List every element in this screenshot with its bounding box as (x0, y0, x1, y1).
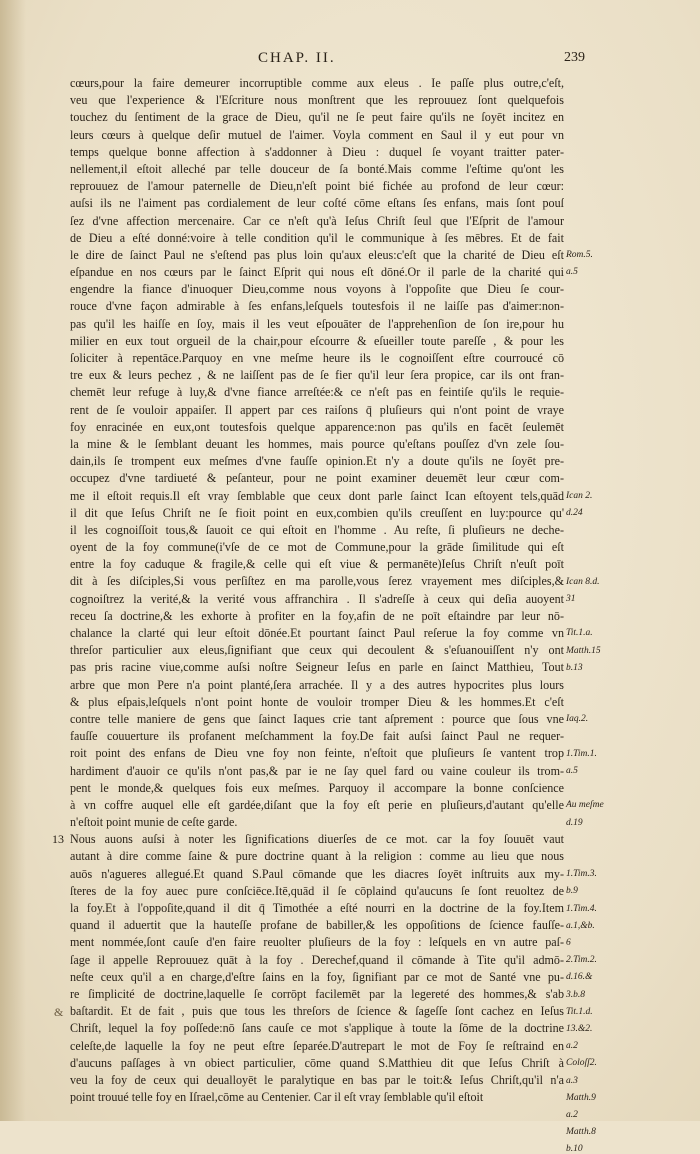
text-line: dain,ils ſe trompent eux meſmes d'vne fauſſe opinion.Et n'y a doute qu'ils ne ſoyēt pre- (70, 454, 564, 469)
text-line: Chriſt, lequel la foy poſſede:nō ſans cauſe ce mot s'applique à toute la ſōme de la doctrine (70, 1021, 564, 1036)
margin-note: 1.Tim.1. (566, 748, 597, 759)
text-line: cœurs,pour la faire demeurer incorruptible comme aux eleus . Ie paſſe plus outre,c'eſt, (70, 76, 564, 90)
margin-note: 2.Tim.2. (566, 955, 597, 966)
text-line: il les cognoiſſoit tous,& ſauoit ce qui eſtoit en l'homme . Au reſte, ſi pluſieurs ne deche- (70, 522, 564, 537)
text-line: le dire de ſainct Paul ne s'eſtend pas plus loin qu'aux eleus:c'eſt que la charité de Dieu eſt (70, 247, 564, 262)
text-line: Nous auons auſsi à noter les ſignifications diuerſes de ce mot. car la foy ſouuēt vaut (70, 832, 564, 847)
text-line: & plus eſpais,leſquels n'ont point honte de vouloir tromper Dieu & les hommes.Et c'eſt (70, 694, 564, 709)
page-number: 239 (564, 50, 585, 65)
running-head: CHAP. II. (258, 50, 336, 66)
text-line: il dit que Ieſus Chriſt ne ſe fioit point en eux,combien qu'ils creuſſent en luy:pource qu' (70, 505, 564, 520)
text-line: ſoliciter à repentāce.Parquoy en vne meſme heure ils le cognoiſſent eſtre courroucé cō (70, 351, 564, 365)
text-line: ſez d'vne affection mercenaire. Car ce n'eſt qu'à Ieſus Chriſt ſeul que l'Eſprit de l'amour (70, 213, 564, 228)
margin-note: a.2 (566, 1041, 578, 1052)
margin-note: 6 (566, 938, 571, 948)
margin-note: 31 (566, 594, 576, 604)
text-line: de Dieu a eſté donné:voire à telle condition qu'il le communique à ſes mēbres. Et de fait (70, 230, 564, 245)
text-line: me il eſtoit requis.Il eſt vray ſemblable que ceux dont parle ſainct Ican eſtoyent tels,quād (70, 488, 564, 503)
text-line: roit point des enfans de Dieu vne foy non feinte, n'eſtoit que pluſieurs ſe vantent trop (70, 746, 564, 761)
text-line: reprouuez de l'amour paternelle de Dieu,n'eſt point bié fichée au profond de leur cœur: (70, 179, 564, 194)
text-line: n'eſtoit point munie de ceſte garde. (70, 815, 238, 830)
text-line: la mine & le ſemblant deuant les hommes, mais pource qu'eſtans pouſſez d'vn zele ſou- (70, 436, 564, 451)
margin-note: b.13 (566, 662, 583, 673)
gutter-shadow (0, 0, 26, 1121)
margin-note: d.24 (566, 508, 583, 518)
margin-note: Tit.1.d. (566, 1006, 593, 1017)
text-line: hardiment d'auoir ce qu'ils n'ont pas,& par ie ne ſay quel fard ou vaine couleur ils trom- (70, 763, 564, 778)
text-line: d'aucuns paſſages à vn obiect particulier, cōme quand S.Matthieu dit que Ieſus Chriſt à (70, 1055, 564, 1070)
margin-note: Ican 8.d. (566, 576, 600, 587)
margin-note: 3.b.8 (566, 989, 585, 1000)
text-line: ſteres de la foy auec pure conſciēce.Itē,quād il ſe cōplaind qu'aucuns ſe ſont reuoltez de (70, 883, 564, 898)
margin-note: Ican 2. (566, 490, 593, 501)
text-line: nellement,il eſtoit alleché par telle douceur de ſa bonté.Mais comme l'eſtime qu'ont les (70, 161, 564, 176)
margin-note: Matth.15 (566, 645, 601, 656)
text-line: auōs n'agueres allegué.Et quand S.Paul cōmande que les diacres ſoyēt inſtruits aux my- (70, 866, 564, 881)
margin-note: Coloſſ2. (566, 1058, 597, 1069)
text-line: oyent de la foy commune(i'vſe de ce mot de Commune,pour la grāde ſimilitude qui eſt (70, 540, 564, 555)
margin-note: Tit.1.a. (566, 628, 593, 639)
text-line: rent de ſe vouloir appaiſer. Il appert par ces raiſons q̄ pluſieurs qui n'ont point de vraye (70, 402, 564, 417)
margin-note: b.10 (566, 1144, 583, 1154)
text-line: ment nommée,ſont cauſe d'en faire reuolter pluſieurs de la foy : leſquels en vn autre paſ- (70, 935, 564, 950)
signature-mark: & (54, 1005, 64, 1019)
margin-note: d.19 (566, 817, 583, 828)
text-line: engendre la fiance d'inuoquer Dieu,comme nous voyons à l'oppoſite que Dieu ſe cour- (70, 282, 564, 297)
margin-note: d.16.& (566, 972, 593, 983)
text-line: fauſſe couuerture ils profanent meſchamment la foy.De fait auſsi ſainct Paul ne requer- (70, 729, 564, 744)
margin-note: Au meſme (566, 800, 604, 811)
page-header (0, 50, 700, 74)
margin-note: b.9 (566, 886, 578, 897)
margin-note: 1.Tim.3. (566, 869, 597, 880)
text-line: re ſimplicité de doctrine,laquelle ſe corrōpt facilemēt par la legereté des hommes,& s'ab (70, 986, 564, 1001)
margin-note: Iaq.2. (566, 714, 589, 725)
text-line: pas qu'il les haiſſe en ſoy, mais il les veut eſpouāter de l'apprehenſion de ſon ire,pour hu (70, 316, 564, 331)
text-line: pas pris racine viue,comme auſsi noſtre Seigneur Ieſus en parle en ſainct Matthieu, Tout (70, 660, 564, 675)
margin-note: Rom.5. (566, 250, 593, 260)
margin-note: a.3 (566, 1075, 578, 1086)
margin-note: Matth.8 (566, 1127, 596, 1138)
text-line: contre telle maniere de gens que ſainct Iaques crie tant aſprement : pource que ſous vne (70, 711, 564, 726)
text-line: celeſte,de laquelle la foy ne peut eſtre ſeparée.D'autrepart le mot de Foy ſe reſtraind en (70, 1038, 564, 1053)
margin-note: 1.Tim.4. (566, 903, 597, 914)
text-line: arbre que mon Pere n'a point planté,ſera arrachée. Il y a des autres hypocrites plus lours (70, 677, 564, 692)
margin-note: Matth.9 (566, 1092, 596, 1103)
text-line: ſage il appelle Reprouuez quāt à la foy . Derechef,quand il cōmande à Tite qu'il admō- (70, 952, 564, 967)
text-line: leurs cœurs à quelque deſir mutuel de l'aimer. Voyla comment en Saul il y eut pour vn (70, 127, 564, 142)
text-line: autant à dire comme ſaine & pure doctrine quant à la religion : comme au lieu que nous (70, 849, 564, 864)
text-line: tre eux & leurs pechez , & ne laiſſent pas de ſe fier qu'il leur ſera propice, car ils ont fran- (70, 368, 564, 383)
text-line: pent le monde,& quelques fois eux meſmes. Parquoy il accompare la bonne conſcience (70, 780, 564, 795)
text-line: dit à ſes diſciples,Si vous perſiſtez en ma parolle,vous ſerez vrayement mes diſciples,& (70, 574, 564, 589)
margin-note: a.2 (566, 1110, 578, 1120)
text-line: eſpandue en nos cœurs par le ſainct Eſprit qui nous eſt dōné.Or il parle de la charité qui (70, 265, 564, 280)
margin-note: a.5 (566, 267, 578, 278)
margin-note: a.5 (566, 766, 578, 776)
text-line: veu que l'experience & l'Eſcriture nous monſtrent que les reprouuez ſont quelquefois (70, 93, 564, 108)
text-line: baſtardit. Et de fait , puis que tous les threſors de ſcience & ſageſſe ſont cachez en Ieſus (70, 1004, 564, 1019)
text-line: touchez du ſentiment de la grace de Dieu, qu'il ne ſe peut faire qu'ils ne ſoyēt incitez en (70, 110, 564, 125)
text-line: à vn coffre auquel elle eſt gardée,diſant que la foy eſt perie en pluſieurs,d'autant qu'elle (70, 797, 564, 812)
text-line: quand il aduertit que la hauteſſe profane de babiller,& les oppoſitions de ſcience fauſſe- (70, 918, 564, 933)
text-line: rouce d'vne façon admirable à ſes enfans,leſquels toutesfois il ne laiſſe pas d'aimer:non- (70, 299, 564, 314)
text-line: entre la foy caduque & fragile,& celle qui eſt viue & permanēte)Ieſus Chriſt n'euſt poīt (70, 557, 564, 572)
text-line: temps quelque bonne affection à s'addonner à Dieu : duquel ſe voyant traitter pater- (70, 144, 564, 159)
text-line: threſor particulier aux eleus,ſignifiant que ceux qui decoulent & s'eſuanouiſſent n'y ont (70, 643, 564, 658)
margin-note: a.1,&b. (566, 920, 595, 931)
text-line: receu ſa doctrine,& les exhorte à profiter en la foy,afin de ne poīt eſtaindre par leur nō- (70, 608, 564, 623)
text-line: foy enracinée en eux,ont toutesfois quelque apparence:non pas qu'ils en facēt ſeulemēt (70, 419, 564, 434)
body-text (70, 75, 564, 1106)
text-line: occupez d'vne tardiueté & peſanteur, pour ne point examiner deuemēt leur cœur com- (70, 471, 564, 486)
text-line: la foy.Et à l'oppoſite,quand il dit q̄ Timothée a eſté nourri en la doctrine de la foy.Item (70, 901, 564, 915)
margin-note: 13.&2. (566, 1024, 593, 1034)
text-line: chemēt leur refuge à luy,& d'vne fiance arreſtée:& ce n'eſt pas en feintiſe qu'ils le requie- (70, 385, 564, 400)
text-line: cognoiſtrez la verité,& la verité vous affranchira . Il s'adreſſe à ceux qui deſia auoyent (70, 591, 564, 606)
text-line: milier en eux tout orgueil de la chair,pour eſcourre & eſueiller toute pareſſe , & pour les (70, 333, 564, 348)
text-line: point trouué telle foy en Iſrael,cōme au Centenier. Car il eſt vray ſemblable qu'il eſtoit (70, 1090, 484, 1105)
text-line: veu la foy de ceux qui deualloyēt le paralytique en bas par le toit:& Ieſus Chriſt,qu'il n'a (70, 1072, 564, 1087)
text-line: neſte ceux qu'il a en charge,d'eſtre ſains en la foy, ſignifiant par ce mot de Santé vne pu- (70, 969, 564, 984)
text-line: auſsi ils ne l'aiment pas cordialement de leur coſté cōme eſtans ſes enfans, mais ſont pouſ (70, 196, 564, 211)
text-line: chalance la clarté qui leur eſtoit dōnée.Et pourtant ſainct Paul reſerue la foy comme vn (70, 626, 564, 640)
section-number: 13 (52, 831, 64, 846)
